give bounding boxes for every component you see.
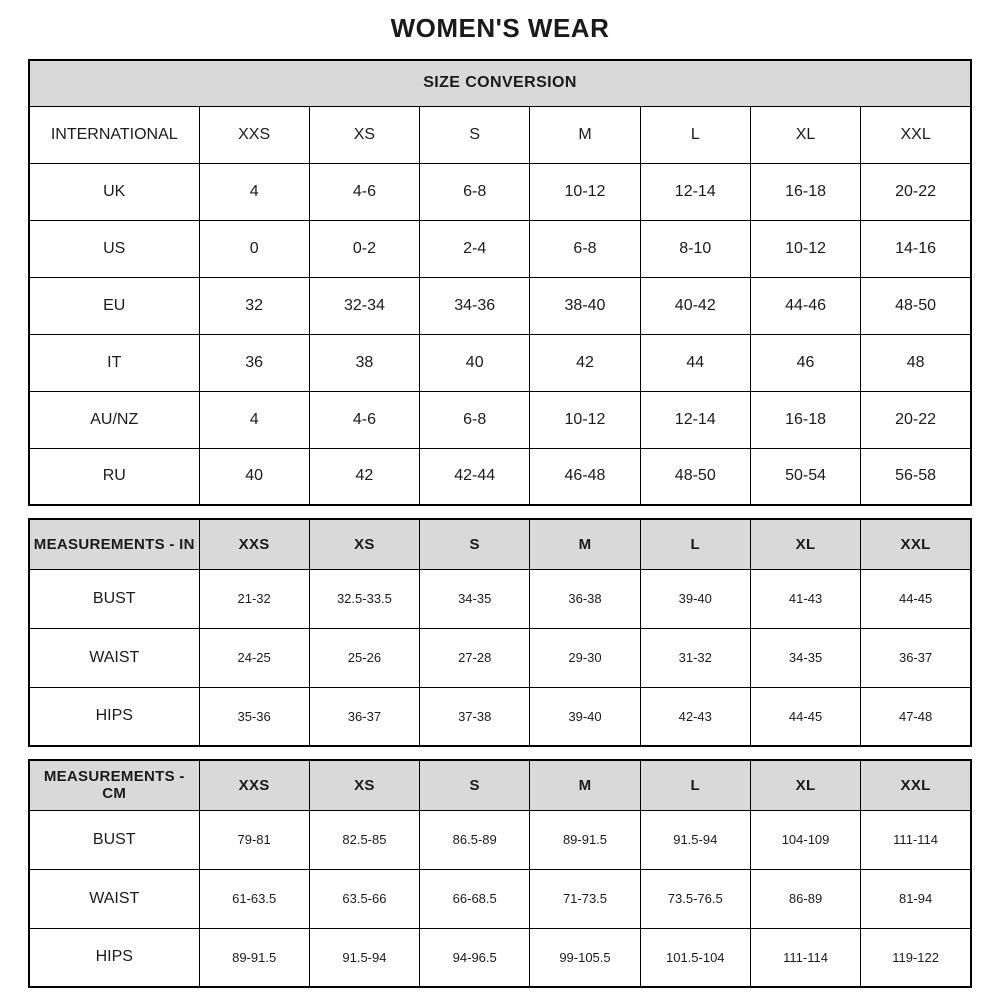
value-cell: XL [750, 106, 860, 163]
value-cell: 14-16 [861, 220, 971, 277]
value-cell: 16-18 [750, 391, 860, 448]
value-cell: 50-54 [750, 448, 860, 505]
table-row [29, 163, 971, 220]
value-cell: M [530, 106, 640, 163]
table-row [29, 928, 971, 987]
size-conversion-header-label: SIZE CONVERSION [29, 60, 971, 106]
size-conversion-header-row [29, 60, 971, 106]
value-cell: 8-10 [640, 220, 750, 277]
value-cell: 31-32 [640, 628, 750, 687]
value-cell: 10-12 [530, 391, 640, 448]
measurements-in-table [28, 518, 972, 747]
value-cell: 32.5-33.5 [309, 569, 419, 628]
value-cell: 46 [750, 334, 860, 391]
row-label: BUST [29, 569, 199, 628]
size-header-xl: XL [750, 760, 860, 810]
value-cell: 119-122 [861, 928, 971, 987]
value-cell: XS [309, 106, 419, 163]
row-label: RU [29, 448, 199, 505]
value-cell: 36-37 [861, 628, 971, 687]
value-cell: 111-114 [750, 928, 860, 987]
row-label: BUST [29, 810, 199, 869]
value-cell: 27-28 [420, 628, 530, 687]
value-cell: 91.5-94 [640, 810, 750, 869]
table-row [29, 277, 971, 334]
value-cell: 6-8 [420, 163, 530, 220]
row-label: INTERNATIONAL [29, 106, 199, 163]
value-cell: 36-38 [530, 569, 640, 628]
table-row [29, 810, 971, 869]
value-cell: 44-46 [750, 277, 860, 334]
size-header-xxl: XXL [861, 760, 971, 810]
size-header-l: L [640, 760, 750, 810]
value-cell: 21-32 [199, 569, 309, 628]
value-cell: L [640, 106, 750, 163]
value-cell: 104-109 [750, 810, 860, 869]
size-header-xxl: XXL [861, 519, 971, 569]
row-label: HIPS [29, 928, 199, 987]
value-cell: 71-73.5 [530, 869, 640, 928]
measurements-cm-header-label: MEASUREMENTS - CM [29, 760, 199, 810]
value-cell: 89-91.5 [530, 810, 640, 869]
value-cell: 86.5-89 [420, 810, 530, 869]
row-label: AU/NZ [29, 391, 199, 448]
value-cell: 73.5-76.5 [640, 869, 750, 928]
row-label: WAIST [29, 628, 199, 687]
value-cell: 81-94 [861, 869, 971, 928]
value-cell: 39-40 [640, 569, 750, 628]
value-cell: 35-36 [199, 687, 309, 746]
value-cell: 42 [530, 334, 640, 391]
value-cell: 36-37 [309, 687, 419, 746]
table-row [29, 106, 971, 163]
value-cell: 56-58 [861, 448, 971, 505]
value-cell: 48-50 [640, 448, 750, 505]
row-label: US [29, 220, 199, 277]
size-header-xs: XS [309, 519, 419, 569]
value-cell: 24-25 [199, 628, 309, 687]
value-cell: 48 [861, 334, 971, 391]
table-row [29, 220, 971, 277]
value-cell: 94-96.5 [420, 928, 530, 987]
size-header-xxs: XXS [199, 519, 309, 569]
value-cell: 16-18 [750, 163, 860, 220]
row-label: IT [29, 334, 199, 391]
row-label: WAIST [29, 869, 199, 928]
table-row [29, 628, 971, 687]
table-row [29, 687, 971, 746]
value-cell: 86-89 [750, 869, 860, 928]
value-cell: 34-36 [420, 277, 530, 334]
value-cell: 0 [199, 220, 309, 277]
value-cell: 79-81 [199, 810, 309, 869]
value-cell: 34-35 [420, 569, 530, 628]
value-cell: 6-8 [420, 391, 530, 448]
value-cell: 101.5-104 [640, 928, 750, 987]
value-cell: 29-30 [530, 628, 640, 687]
value-cell: 42-43 [640, 687, 750, 746]
value-cell: 37-38 [420, 687, 530, 746]
size-header-s: S [420, 519, 530, 569]
value-cell: 10-12 [750, 220, 860, 277]
value-cell: 0-2 [309, 220, 419, 277]
size-header-m: M [530, 519, 640, 569]
value-cell: 4 [199, 391, 309, 448]
row-label: UK [29, 163, 199, 220]
table-row [29, 569, 971, 628]
value-cell: 34-35 [750, 628, 860, 687]
measurements-in-header-label: MEASUREMENTS - IN [29, 519, 199, 569]
value-cell: 111-114 [861, 810, 971, 869]
value-cell: 61-63.5 [199, 869, 309, 928]
measurements-in-header-row [29, 519, 971, 569]
value-cell: 10-12 [530, 163, 640, 220]
size-header-m: M [530, 760, 640, 810]
size-conversion-table [28, 59, 972, 506]
value-cell: 40 [199, 448, 309, 505]
value-cell: 44-45 [861, 569, 971, 628]
size-header-xs: XS [309, 760, 419, 810]
value-cell: 38-40 [530, 277, 640, 334]
value-cell: 25-26 [309, 628, 419, 687]
value-cell: 4 [199, 163, 309, 220]
value-cell: 44-45 [750, 687, 860, 746]
page-title: WOMEN'S WEAR [390, 13, 610, 43]
value-cell: 36 [199, 334, 309, 391]
value-cell: 32 [199, 277, 309, 334]
size-header-l: L [640, 519, 750, 569]
table-row [29, 334, 971, 391]
size-header-s: S [420, 760, 530, 810]
value-cell: 12-14 [640, 391, 750, 448]
value-cell: 63.5-66 [309, 869, 419, 928]
value-cell: 91.5-94 [309, 928, 419, 987]
value-cell: 46-48 [530, 448, 640, 505]
value-cell: 39-40 [530, 687, 640, 746]
value-cell: 40-42 [640, 277, 750, 334]
value-cell: 32-34 [309, 277, 419, 334]
value-cell: 40 [420, 334, 530, 391]
value-cell: 38 [309, 334, 419, 391]
value-cell: 4-6 [309, 163, 419, 220]
value-cell: 20-22 [861, 163, 971, 220]
value-cell: 99-105.5 [530, 928, 640, 987]
value-cell: 66-68.5 [420, 869, 530, 928]
size-header-xl: XL [750, 519, 860, 569]
value-cell: 20-22 [861, 391, 971, 448]
row-label: EU [29, 277, 199, 334]
measurements-cm-header-row [29, 760, 971, 810]
value-cell: 89-91.5 [199, 928, 309, 987]
measurements-cm-table [28, 759, 972, 988]
table-row [29, 391, 971, 448]
value-cell: XXL [861, 106, 971, 163]
value-cell: 47-48 [861, 687, 971, 746]
table-row [29, 448, 971, 505]
value-cell: 4-6 [309, 391, 419, 448]
value-cell: 42 [309, 448, 419, 505]
value-cell: S [420, 106, 530, 163]
value-cell: 6-8 [530, 220, 640, 277]
value-cell: XXS [199, 106, 309, 163]
value-cell: 12-14 [640, 163, 750, 220]
value-cell: 2-4 [420, 220, 530, 277]
size-header-xxs: XXS [199, 760, 309, 810]
value-cell: 42-44 [420, 448, 530, 505]
value-cell: 48-50 [861, 277, 971, 334]
value-cell: 82.5-85 [309, 810, 419, 869]
value-cell: 44 [640, 334, 750, 391]
table-row [29, 869, 971, 928]
value-cell: 41-43 [750, 569, 860, 628]
row-label: HIPS [29, 687, 199, 746]
